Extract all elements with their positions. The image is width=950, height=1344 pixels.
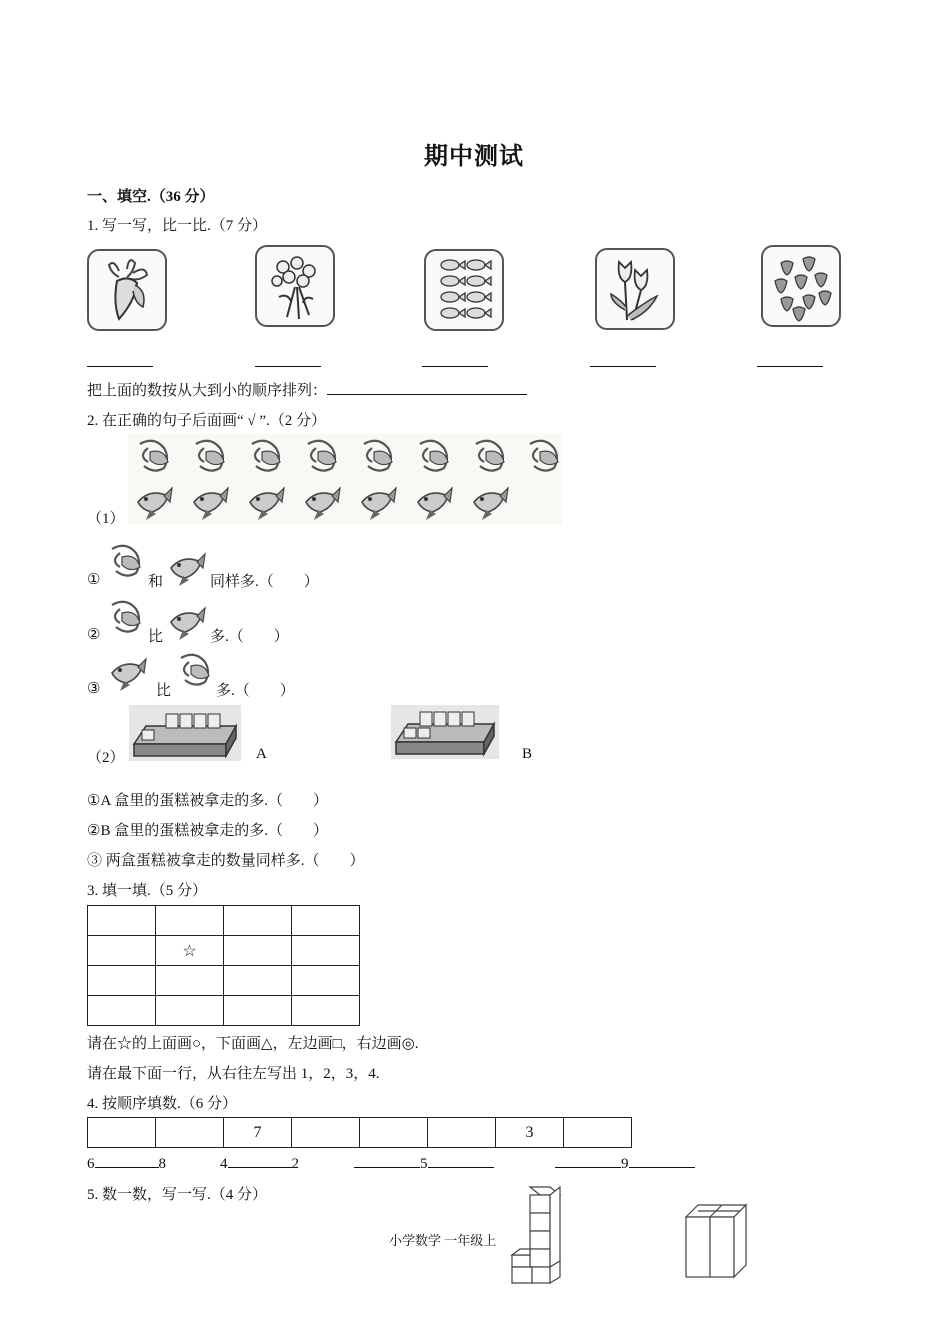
answer-blank-5[interactable] bbox=[757, 352, 823, 367]
fill-group-3 bbox=[354, 1153, 494, 1173]
grid-cell[interactable] bbox=[224, 906, 292, 936]
statement-1-number: ① bbox=[87, 572, 101, 588]
statement-3-compare: 比 bbox=[156, 683, 172, 699]
grid-cell[interactable] bbox=[224, 936, 292, 966]
fill-blank[interactable] bbox=[228, 1153, 292, 1168]
question-4-label: 4. 按顺序填数.（6 分） bbox=[87, 1096, 238, 1112]
question-3-label: 3. 填一填.（5 分） bbox=[87, 883, 208, 899]
shrimp-icon bbox=[173, 650, 215, 692]
page-title: 期中测试 bbox=[424, 144, 524, 170]
order-instruction bbox=[87, 379, 527, 400]
fill-group-2 bbox=[220, 1153, 299, 1173]
tulip-card bbox=[595, 248, 675, 330]
fill-blank[interactable] bbox=[95, 1153, 159, 1168]
fill-group-2-start: 4 bbox=[220, 1156, 228, 1172]
option-3: ③ 两盒蛋糕被拿走的数量同样多.（ ） bbox=[87, 853, 365, 869]
grid-cell[interactable] bbox=[292, 996, 360, 1026]
sequence-cell[interactable] bbox=[156, 1118, 224, 1148]
grid-cell[interactable] bbox=[88, 966, 156, 996]
sequence-cell[interactable] bbox=[88, 1118, 156, 1148]
section-heading: 一、填空.（36 分） bbox=[87, 189, 215, 205]
sequence-cell[interactable] bbox=[564, 1118, 632, 1148]
box-b-label: B bbox=[522, 746, 533, 762]
cube-stack-picture-1 bbox=[508, 1185, 562, 1287]
grid-cell[interactable] bbox=[88, 996, 156, 1026]
page-footer: 小学数学 一年级上 bbox=[389, 1233, 497, 1248]
shrimp-icon bbox=[104, 597, 146, 639]
cake-box-a-picture bbox=[128, 704, 242, 762]
grid-cell[interactable] bbox=[224, 996, 292, 1026]
statement-2-number: ② bbox=[87, 627, 101, 643]
statement-1-and: 和 bbox=[148, 574, 164, 590]
sequence-cell: 7 bbox=[224, 1118, 292, 1148]
grid-instruction-1: 请在☆的上面画○，下面画△，左边画□，右边画◎. bbox=[87, 1036, 419, 1052]
fill-group-2-end: 2 bbox=[291, 1156, 299, 1172]
statement-2-text: 多.（ ） bbox=[210, 629, 289, 645]
radish-icon bbox=[89, 251, 165, 329]
position-grid bbox=[87, 905, 360, 1026]
flower-card bbox=[255, 245, 335, 327]
fill-blank[interactable] bbox=[354, 1153, 420, 1168]
answer-blank-3[interactable] bbox=[422, 352, 488, 367]
tulip-icon bbox=[597, 250, 673, 328]
fill-group-4-middle: 9 bbox=[621, 1156, 629, 1172]
fill-blank[interactable] bbox=[428, 1153, 494, 1168]
order-instruction-text: 把上面的数按从大到小的顺序排列： bbox=[87, 383, 328, 399]
part-1-label: （1） bbox=[87, 511, 125, 527]
grid-cell[interactable] bbox=[292, 936, 360, 966]
fill-blank[interactable] bbox=[555, 1153, 621, 1168]
answer-blank-2[interactable] bbox=[255, 352, 321, 367]
fill-group-1-start: 6 bbox=[87, 1156, 95, 1172]
answer-blank-4[interactable] bbox=[590, 352, 656, 367]
grid-cell[interactable] bbox=[156, 906, 224, 936]
strawberry-card bbox=[761, 245, 841, 327]
fish-icon bbox=[165, 604, 209, 640]
radish-card bbox=[87, 249, 167, 331]
sequence-cell[interactable] bbox=[292, 1118, 360, 1148]
flower-bouquet-icon bbox=[257, 247, 333, 325]
fill-group-1-end: 8 bbox=[158, 1156, 166, 1172]
statement-1-text: 同样多.（ ） bbox=[210, 574, 319, 590]
strawberry-group-icon bbox=[763, 247, 839, 325]
fill-group-4 bbox=[555, 1153, 695, 1173]
cube-stack-picture-2 bbox=[684, 1203, 748, 1279]
fish-card bbox=[424, 249, 504, 331]
answer-blank-1[interactable] bbox=[87, 352, 153, 367]
fill-group-1 bbox=[87, 1153, 166, 1173]
grid-cell[interactable] bbox=[292, 906, 360, 936]
statement-3-number: ③ bbox=[87, 681, 101, 697]
option-1: ①A 盒里的蛋糕被拿走的多.（ ） bbox=[87, 793, 328, 809]
question-2-label: 2. 在正确的句子后面画“ √ ”.（2 分） bbox=[87, 413, 327, 429]
star-cell: ☆ bbox=[156, 936, 224, 966]
option-2: ②B 盒里的蛋糕被拿走的多.（ ） bbox=[87, 823, 328, 839]
statement-3-text: 多.（ ） bbox=[216, 683, 295, 699]
grid-cell[interactable] bbox=[224, 966, 292, 996]
sequence-cell: 3 bbox=[496, 1118, 564, 1148]
grid-cell[interactable] bbox=[88, 936, 156, 966]
grid-cell[interactable] bbox=[88, 906, 156, 936]
question-5-label: 5. 数一数，写一写.（4 分） bbox=[87, 1187, 268, 1203]
sequence-cell[interactable] bbox=[428, 1118, 496, 1148]
fill-blank[interactable] bbox=[629, 1153, 695, 1168]
number-sequence-row bbox=[87, 1117, 632, 1148]
grid-cell[interactable] bbox=[156, 966, 224, 996]
fish-group-icon bbox=[426, 251, 502, 329]
sequence-cell[interactable] bbox=[360, 1118, 428, 1148]
box-a-label: A bbox=[256, 746, 267, 762]
shrimp-icon bbox=[104, 541, 146, 583]
order-answer-blank[interactable] bbox=[327, 380, 527, 395]
fill-group-3-middle: 5 bbox=[420, 1156, 428, 1172]
grid-cell[interactable] bbox=[292, 966, 360, 996]
question-1-label: 1. 写一写，比一比.（7 分） bbox=[87, 218, 268, 234]
fish-icon bbox=[104, 655, 152, 693]
fish-icon bbox=[165, 550, 209, 586]
shrimp-fish-picture bbox=[128, 434, 562, 524]
cake-box-b-picture bbox=[390, 704, 500, 760]
statement-2-compare: 比 bbox=[148, 629, 164, 645]
grid-cell[interactable] bbox=[156, 996, 224, 1026]
part-2-label: （2） bbox=[87, 750, 125, 766]
grid-instruction-2: 请在最下面一行，从右往左写出 1，2，3，4. bbox=[87, 1066, 380, 1082]
